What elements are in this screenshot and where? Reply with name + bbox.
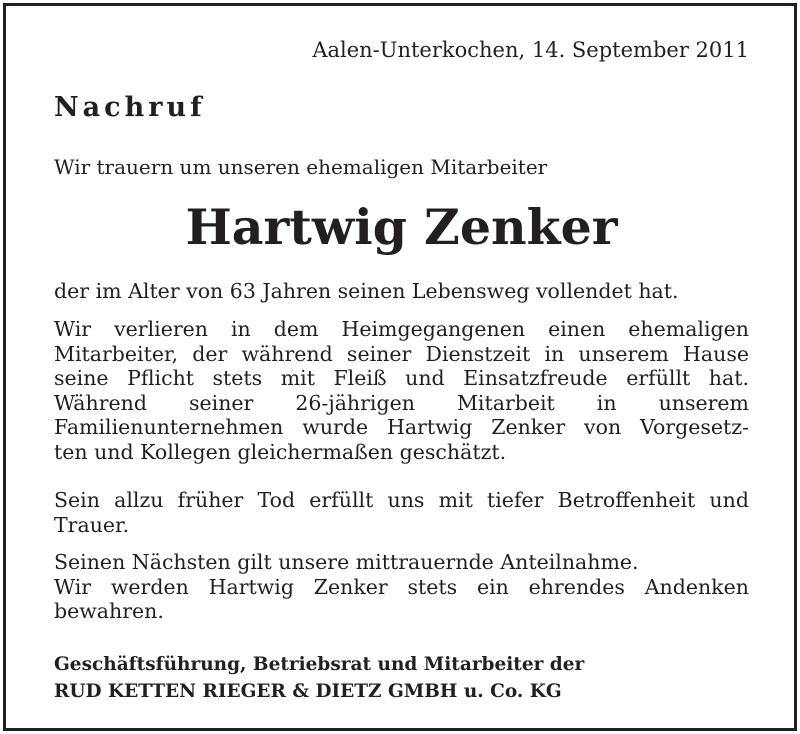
paragraph-tribute <box>54 317 749 465</box>
notice-heading: Nachruf <box>54 92 206 123</box>
signature-block <box>54 651 584 705</box>
obituary-notice <box>3 3 797 731</box>
text-line: ten und Kollegen gleichermaßen geschätzt. <box>54 439 507 464</box>
text-line: Während seiner 26-jährigen Mitarbeit in unserem <box>54 390 749 415</box>
text-line: der im Alter von 63 Jahren seinen Lebensweg vollendet hat. <box>54 279 679 303</box>
text-line: Trauer. <box>54 512 130 537</box>
text-line: Mitarbeiter, der während seiner Dienstzeit in unserem Hause <box>54 341 749 366</box>
signature-line-2: RUD KETTEN RIEGER & DIETZ GMBH u. Co. KG <box>54 681 562 702</box>
text-line: bewahren. <box>54 599 164 624</box>
text-line: Wir verlieren in dem Heimgegangenen einen ehemaligen <box>54 317 749 341</box>
signature-line-1: Geschäftsführung, Betriebsrat und Mitarbeiter der <box>54 654 585 675</box>
text-line: Familienunternehmen wurde Hartwig Zenker von Vorgesetz- <box>54 415 749 440</box>
paragraph-age <box>54 279 749 304</box>
dateline: Aalen-Unterkochen, 14. September 2011 <box>312 38 749 62</box>
paragraph-sorrow <box>54 488 749 537</box>
text-line: Sein allzu früher Tod erfüllt uns mit tiefer Betroffenheit und <box>54 488 749 512</box>
paragraph-condolence <box>54 550 749 624</box>
text-line: Seinen Nächsten gilt unsere mittrauernde Anteilnahme. <box>54 550 639 574</box>
text-line: Wir werden Hartwig Zenker stets ein ehrendes Andenken <box>54 574 749 599</box>
intro-text: Wir trauern um unseren ehemaligen Mitarbeiter <box>54 155 548 179</box>
deceased-name: Hartwig Zenker <box>185 198 618 256</box>
text-line: seine Pflicht stets mit Fleiß und Einsatzfreude erfüllt hat. <box>54 366 749 391</box>
